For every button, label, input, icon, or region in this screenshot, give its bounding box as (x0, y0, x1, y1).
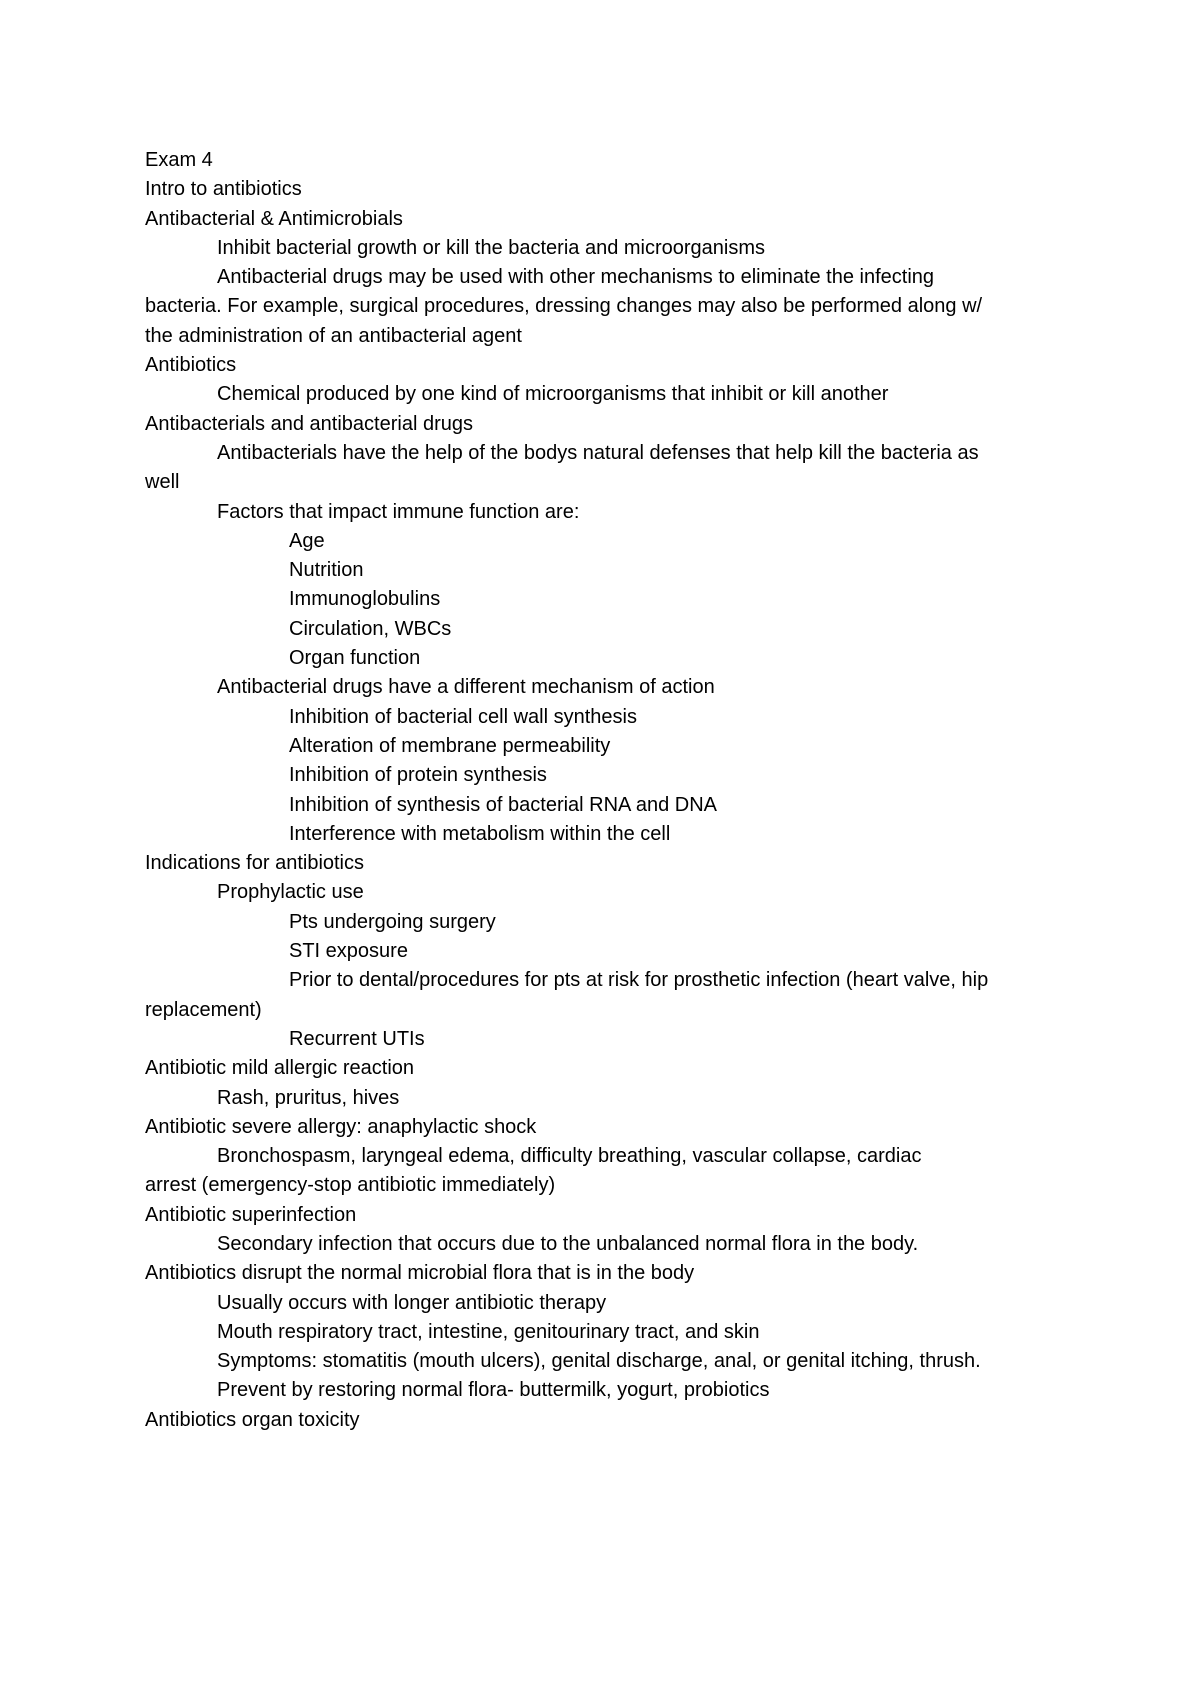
document-page (145, 146, 1105, 1435)
document-line: Symptoms: stomatitis (mouth ulcers), genital discharge, anal, or genital itching, thrush. (217, 1350, 981, 1373)
document-line: replacement) (145, 998, 262, 1021)
document-line: Interference with metabolism within the cell (289, 822, 671, 845)
document-line: arrest (emergency-stop antibiotic immediately) (145, 1174, 556, 1197)
document-line: Chemical produced by one kind of microorganisms that inhibit or kill another (217, 383, 889, 406)
document-line: Nutrition (289, 559, 364, 582)
document-line: STI exposure (289, 940, 408, 963)
document-line: Inhibition of bacterial cell wall synthesis (289, 705, 637, 728)
document-line: Antibacterial drugs may be used with other mechanisms to eliminate the infecting (217, 266, 935, 289)
document-line: Prophylactic use (217, 881, 364, 904)
document-line: Antibiotics organ toxicity (145, 1408, 360, 1431)
document-line: Immunoglobulins (289, 588, 441, 611)
document-line: Factors that impact immune function are: (217, 500, 580, 523)
document-line: Mouth respiratory tract, intestine, genitourinary tract, and skin (217, 1320, 760, 1343)
document-line: bacteria. For example, surgical procedures, dressing changes may also be performed along w/ (145, 295, 983, 318)
document-line: Organ function (289, 647, 421, 670)
document-line: Prevent by restoring normal flora- buttermilk, yogurt, probiotics (217, 1379, 770, 1402)
document-line: well (145, 471, 180, 494)
document-line: Age (289, 529, 325, 552)
document-line: Inhibit bacterial growth or kill the bacteria and microorganisms (217, 236, 766, 259)
document-line: Rash, pruritus, hives (217, 1086, 400, 1109)
document-line: Secondary infection that occurs due to the unbalanced normal flora in the body. (217, 1232, 919, 1255)
document-line: Antibacterials have the help of the bodys natural defenses that help kill the bacteria as (217, 441, 979, 464)
document-line: Antibiotic severe allergy: anaphylactic shock (145, 1115, 537, 1138)
document-line: Prior to dental/procedures for pts at risk for prosthetic infection (heart valve, hip (289, 969, 989, 992)
document-line: Antibiotics (145, 354, 237, 377)
document-line: Antibacterial drugs have a different mechanism of action (217, 676, 715, 699)
document-line: Inhibition of synthesis of bacterial RNA and DNA (289, 793, 717, 816)
document-line: Circulation, WBCs (289, 617, 452, 640)
document-line: Recurrent UTIs (289, 1027, 425, 1050)
document-line: Pts undergoing surgery (289, 910, 496, 933)
document-line: Exam 4 (145, 149, 213, 171)
document-line: Antibacterial & Antimicrobials (145, 207, 403, 230)
document-line: Antibiotic mild allergic reaction (145, 1057, 415, 1080)
document-line: Indications for antibiotics (145, 852, 365, 875)
document-line: Antibiotics disrupt the normal microbial flora that is in the body (145, 1262, 695, 1285)
document-line: Antibiotic superinfection (145, 1203, 357, 1226)
document-line: Alteration of membrane permeability (289, 734, 611, 757)
document-line: Intro to antibiotics (145, 178, 302, 201)
document-line: Antibacterials and antibacterial drugs (145, 412, 473, 435)
document-line: the administration of an antibacterial agent (145, 324, 522, 347)
document-line: Bronchospasm, laryngeal edema, difficulty breathing, vascular collapse, cardiac (217, 1145, 922, 1168)
document-line: Inhibition of protein synthesis (289, 764, 547, 787)
document-line: Usually occurs with longer antibiotic therapy (217, 1291, 607, 1314)
